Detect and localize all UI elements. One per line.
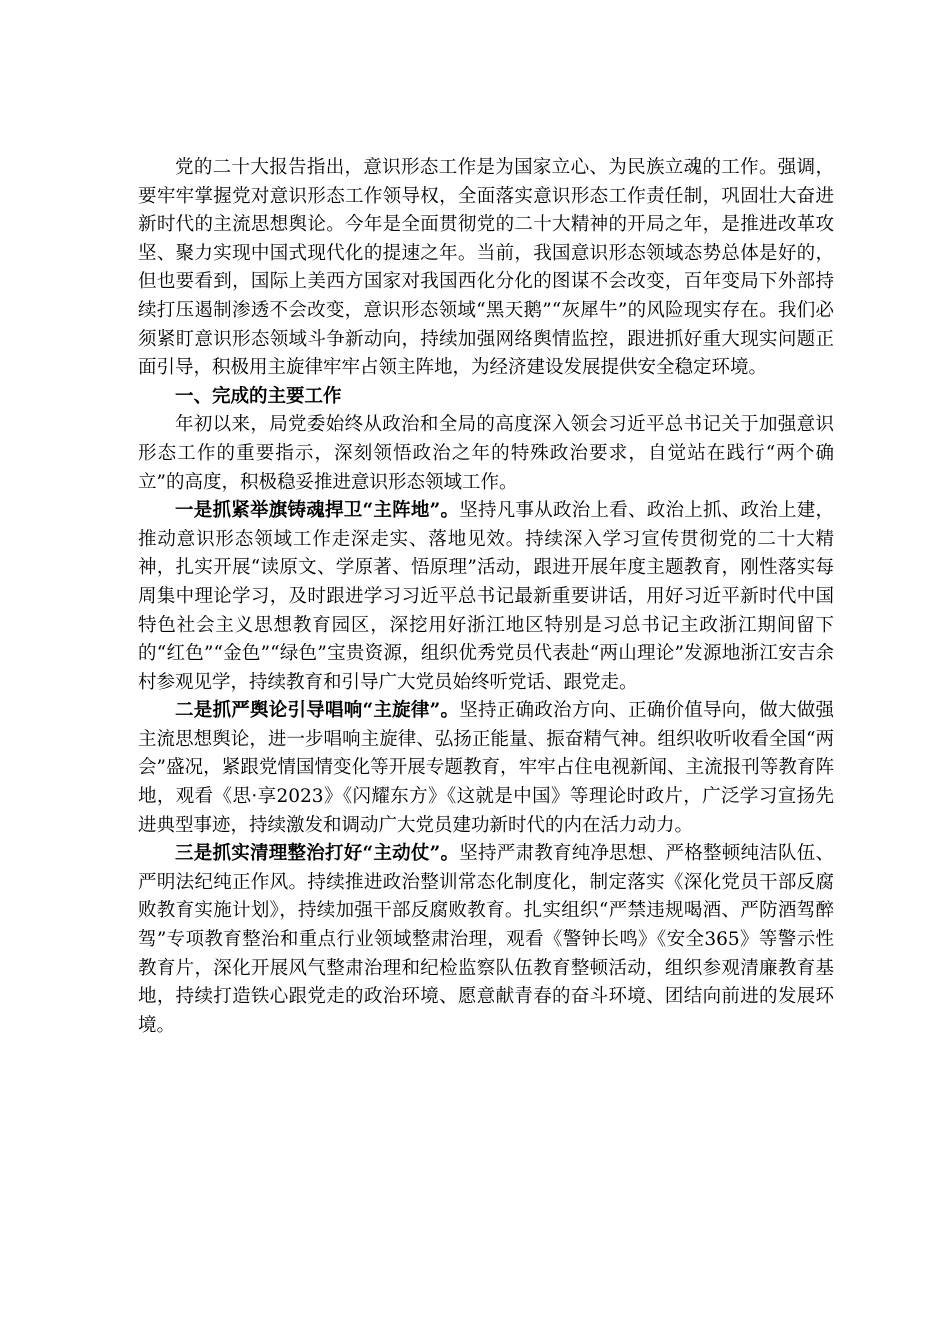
work-item-2 [138,697,834,840]
document-body [138,154,834,1040]
work-item-3-lead: 三是抓实清理整治打好“主动仗”。 [175,843,460,865]
work-item-1 [138,497,834,697]
work-item-3 [138,840,834,1040]
work-item-3-body: 坚持严肃教育纯净思想、严格整顿纯洁队伍、严明法纪纯正作风。持续推进政治整训常态化制度化，制定落实《深化党员干部反腐败教育实施计划》，持续加强干部反腐败教育。扎实组织“严禁违规喝酒、严防酒驾醉驾”专项教育整治和重点行业领域整肃治理，观看《警钟长鸣》《安全365》等警示性教育片，深化开展风气整肃治理和纪检监察队伍教育整顿活动，组织参观清廉教育基地，持续打造铁心跟党走的政治环境、愿意献青春的奋斗环境、团结向前进的发展环境。 [138,843,834,1036]
section-intro-paragraph: 年初以来，局党委始终从政治和全局的高度深入领会习近平总书记关于加强意识形态工作的重要指示，深刻领悟政治之年的特殊政治要求，自觉站在践行“两个确立”的高度，积极稳妥推进意识形态领域工作。 [138,414,834,493]
work-item-1-body: 坚持凡事从政治上看、政治上抓、政治上建，推动意识形态领域工作走深走实、落地见效。持续深入学习宣传贯彻党的二十大精神，扎实开展“读原文、学原著、悟原理”活动，跟进开展年度主题教育，刚性落实每周集中理论学习，及时跟进学习习近平总书记最新重要讲话，用好习近平新时代中国特色社会主义思想教育园区，深挖用好浙江地区特别是习总书记主政浙江期间留下的“红色”“金色”“绿色”宝贵资源，组织优秀党员代表赴“两山理论”发源地浙江安吉余村参观见学，持续教育和引导广大党员始终听党话、跟党走。 [138,500,834,693]
work-item-1-lead: 一是抓紧举旗铸魂捍卫“主阵地”。 [175,500,460,522]
work-item-2-lead: 二是抓严舆论引导唱响“主旋律”。 [175,700,460,722]
work-item-2-body: 坚持正确政治方向、正确价值导向，做大做强主流思想舆论，进一步唱响主旋律、弘扬正能量、振奋精气神。组织收听收看全国“两会”盛况，紧跟党情国情变化等开展专题教育，牢牢占住电视新闻、主流报刊等教育阵地，观看《思·享2023》《闪耀东方》《这就是中国》等理论时政片，广泛学习宣扬先进典型事迹，持续激发和调动广大党员建功新时代的内在活力动力。 [138,700,834,836]
section-heading: 一、完成的主要工作 [175,385,342,407]
intro-paragraph: 党的二十大报告指出，意识形态工作是为国家立心、为民族立魂的工作。强调，要牢牢掌握党对意识形态工作领导权，全面落实意识形态工作责任制，巩固壮大奋进新时代的主流思想舆论。今年是全面贯彻党的二十大精神的开局之年，是推进改革攻坚、聚力实现中国式现代化的提速之年。当前，我国意识形态领域态势总体是好的，但也要看到，国际上美西方国家对我国西化分化的图谋不会改变，百年变局下外部持续打压遏制渗透不会改变，意识形态领域“黑天鹅”“灰犀牛”的风险现实存在。我们必须紧盯意识形态领域斗争新动向，持续加强网络舆情监控，跟进抓好重大现实问题正面引导，积极用主旋律牢牢占领主阵地，为经济建设发展提供安全稳定环境。 [138,157,834,379]
